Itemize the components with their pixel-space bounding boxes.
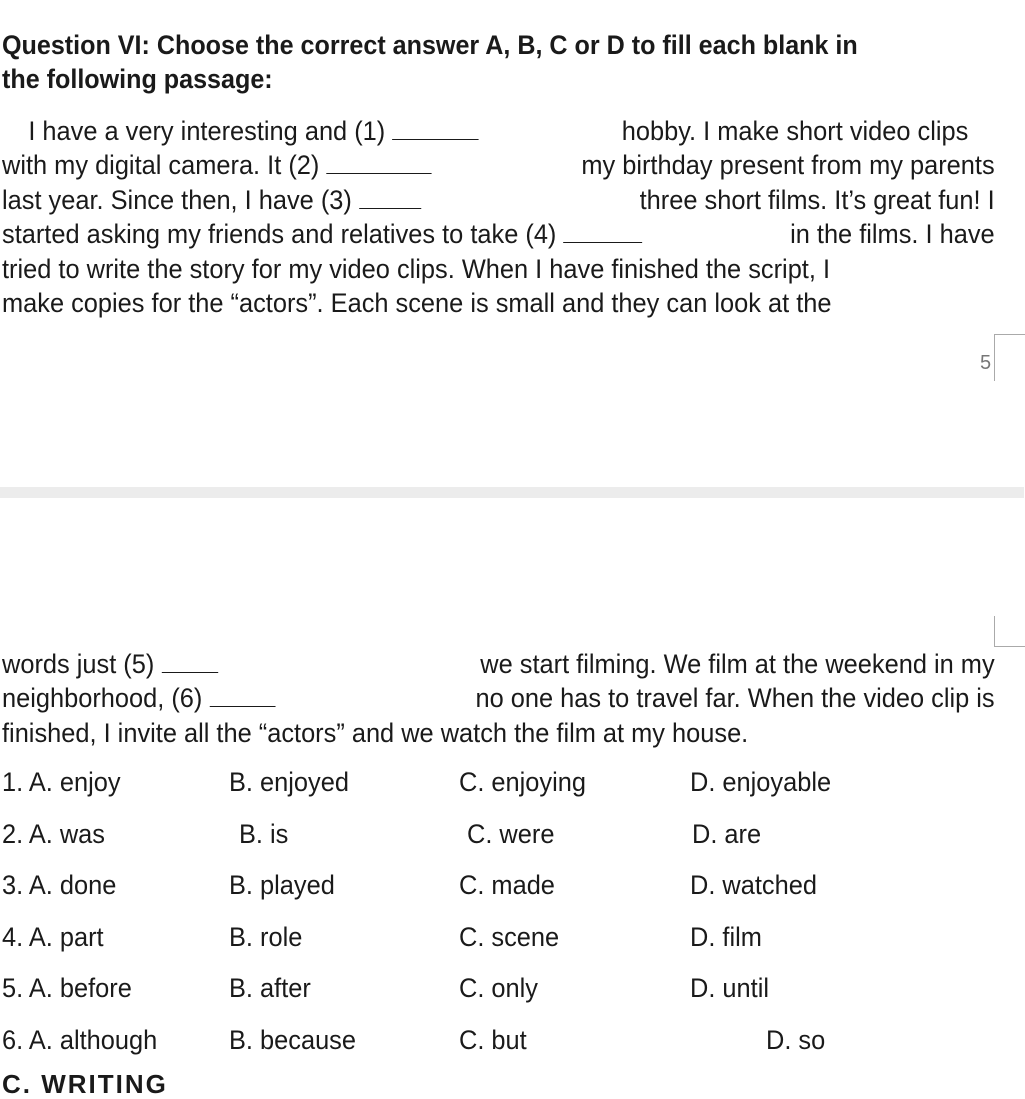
blank-2 xyxy=(326,153,431,174)
passage-paragraph-2 xyxy=(2,647,998,750)
option-d: D. until xyxy=(690,973,770,1004)
option-a: 2. A. was xyxy=(2,818,105,849)
passage-line xyxy=(2,114,968,148)
page-number: 5 xyxy=(980,352,992,374)
next-section-heading xyxy=(0,1069,300,1099)
title-line-1: Question VI: Choose the correct answer A, B, C or D to fill each blank in xyxy=(2,30,858,60)
option-a: 3. A. done xyxy=(2,870,117,901)
passage-text: last year. Since then, I have (3) xyxy=(2,184,352,215)
passage-text: in the films. I have xyxy=(790,219,995,250)
passage-text: I have a very interesting and (1) xyxy=(28,116,386,146)
passage-line xyxy=(2,148,995,182)
passage-text: finished, I invite all the “actors” and we watch the film at my house. xyxy=(2,717,749,748)
question-row xyxy=(0,767,1024,819)
passage-line xyxy=(2,183,995,217)
question-title xyxy=(2,28,926,96)
passage-text: my birthday present from my parents xyxy=(581,150,995,181)
option-b: B. played xyxy=(229,870,335,901)
option-c: C. enjoying xyxy=(459,767,586,797)
page-corner-mark xyxy=(994,334,1025,381)
option-b: B. enjoyed xyxy=(229,767,349,797)
blank-5 xyxy=(161,652,217,673)
option-d: D. film xyxy=(690,921,762,952)
passage-text: three short films. It’s great fun! I xyxy=(639,184,995,215)
option-c: C. only xyxy=(459,973,539,1004)
page-top xyxy=(0,0,1024,487)
page-corner-mark xyxy=(994,616,1025,647)
page-bottom xyxy=(0,498,1024,1099)
option-c: C. made xyxy=(459,870,555,901)
passage-text: started asking my friends and relatives to take (4) xyxy=(2,219,557,250)
option-a: 4. A. part xyxy=(2,921,104,952)
next-section-text: C. WRITING xyxy=(2,1069,168,1099)
passage-text: words just (5) xyxy=(2,649,155,679)
option-d: D. so xyxy=(766,1024,826,1055)
question-row xyxy=(0,922,1024,974)
blank-4 xyxy=(563,222,642,243)
option-b: B. role xyxy=(229,921,303,952)
passage-text: no one has to travel far. When the video clip is xyxy=(475,683,995,714)
title-line-2: the following passage: xyxy=(2,64,273,94)
passage-text: make copies for the “actors”. Each scene is small and they can look at the xyxy=(2,288,832,319)
blank-6 xyxy=(209,686,275,707)
page-gap xyxy=(0,487,1024,498)
passage-paragraph-1 xyxy=(2,114,998,320)
option-d: D. watched xyxy=(690,870,817,901)
option-c: C. but xyxy=(459,1024,527,1055)
passage-text: neighborhood, (6) xyxy=(2,683,203,714)
option-b: B. after xyxy=(229,973,311,1004)
passage-text: with my digital camera. It (2) xyxy=(2,150,320,181)
option-a: 5. A. before xyxy=(2,973,132,1004)
option-d: D. enjoyable xyxy=(690,767,832,797)
option-b: B. is xyxy=(239,818,289,849)
option-b: B. because xyxy=(229,1024,356,1055)
question-row xyxy=(0,819,1024,871)
option-c: C. were xyxy=(467,818,555,849)
passage-text: we start filming. We film at the weekend in my xyxy=(480,649,995,679)
passage-line xyxy=(2,647,995,681)
blank-3 xyxy=(359,188,421,209)
passage-text: tried to write the story for my video clips. When I have finished the script, I xyxy=(2,253,831,284)
question-row xyxy=(0,973,1024,1025)
passage-line xyxy=(2,217,995,251)
question-row xyxy=(0,870,1024,922)
passage-line xyxy=(2,681,995,715)
blank-1 xyxy=(392,119,478,140)
option-d: D. are xyxy=(692,818,762,849)
option-c: C. scene xyxy=(459,921,560,952)
answer-options xyxy=(0,767,1024,1077)
passage-text: hobby. I make short video clips xyxy=(621,116,969,146)
option-a: 6. A. although xyxy=(2,1024,158,1055)
option-a: 1. A. enjoy xyxy=(2,767,121,797)
